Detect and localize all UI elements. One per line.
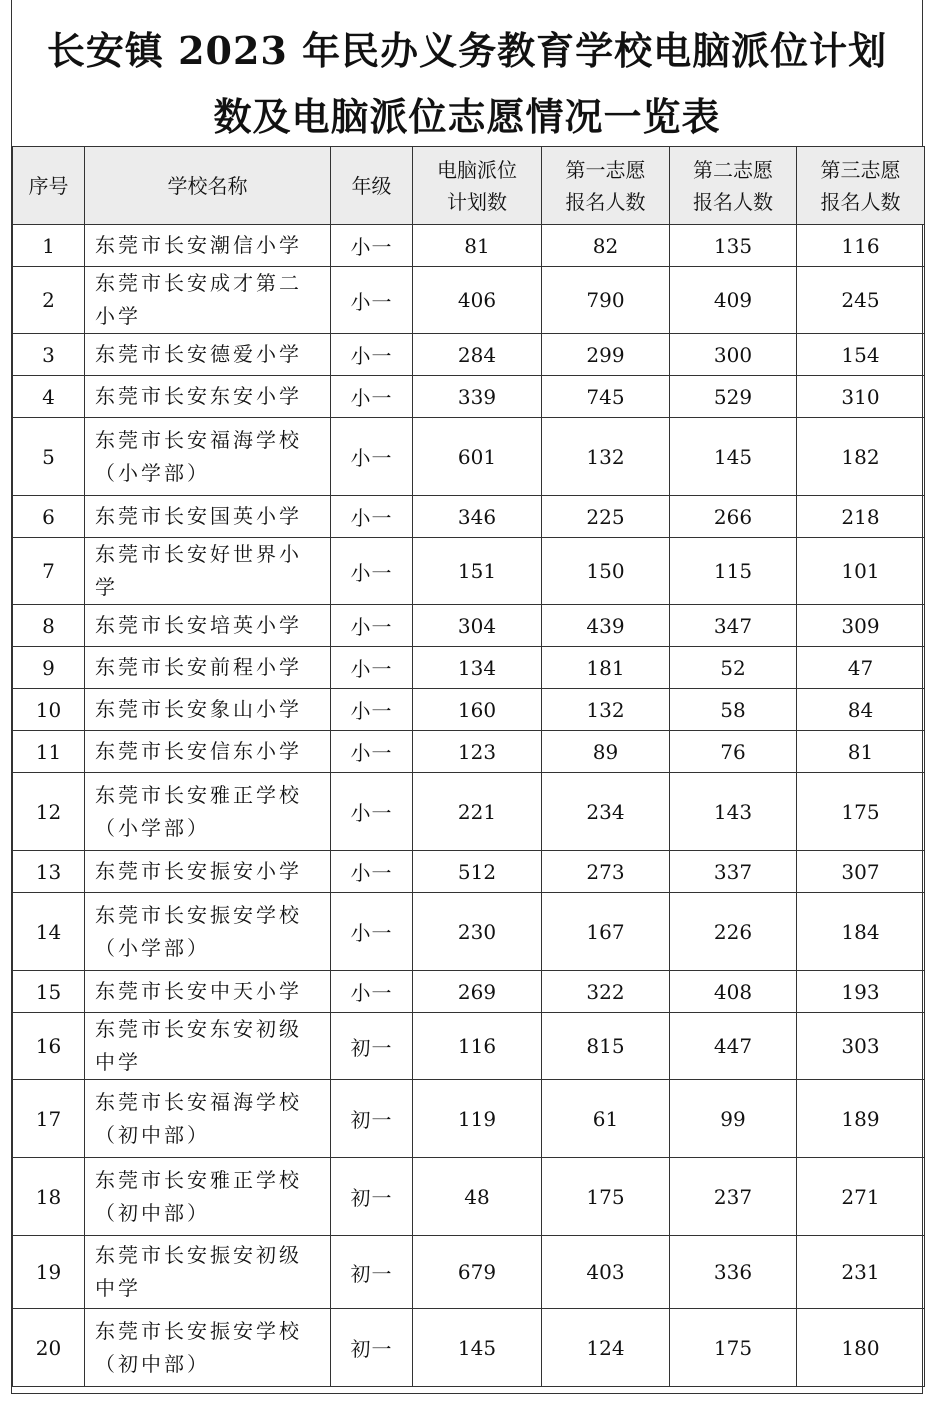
- table-row: [13, 334, 925, 376]
- grade-cell: 初一: [331, 1158, 413, 1236]
- first-choice-cell: 790: [542, 267, 670, 334]
- grade-cell: 小一: [331, 647, 413, 689]
- school-name-cell: 东莞市长安信东小学: [85, 731, 331, 773]
- plan-count-cell: 601: [413, 418, 542, 496]
- plan-count-cell: 346: [413, 496, 542, 538]
- second-choice-cell: 175: [670, 1309, 797, 1387]
- plan-count-cell: 284: [413, 334, 542, 376]
- grade-cell: 小一: [331, 267, 413, 334]
- second-choice-cell: 226: [670, 893, 797, 971]
- header-plan-line1: 电脑派位: [437, 157, 517, 182]
- third-choice-cell: 180: [797, 1309, 925, 1387]
- school-name-cell: 东莞市长安福海学校（初中部）: [85, 1080, 331, 1158]
- third-choice-cell: 47: [797, 647, 925, 689]
- school-name-cell: 东莞市长安雅正学校（初中部）: [85, 1158, 331, 1236]
- second-choice-cell: 135: [670, 225, 797, 267]
- second-choice-cell: 99: [670, 1080, 797, 1158]
- header-third-line2: 报名人数: [820, 189, 901, 214]
- header-first-choice: [542, 147, 670, 225]
- second-choice-cell: 336: [670, 1236, 797, 1309]
- grade-cell: 小一: [331, 418, 413, 496]
- header-second-choice: [670, 147, 797, 225]
- table-row: [13, 267, 925, 334]
- plan-count-cell: 304: [413, 605, 542, 647]
- third-choice-cell: 84: [797, 689, 925, 731]
- header-plan: [413, 147, 542, 225]
- first-choice-cell: 124: [542, 1309, 670, 1387]
- row-index-cell: 14: [13, 893, 85, 971]
- grade-cell: 小一: [331, 225, 413, 267]
- table-row: [13, 971, 925, 1013]
- second-choice-cell: 266: [670, 496, 797, 538]
- first-choice-cell: 439: [542, 605, 670, 647]
- row-index-cell: 13: [13, 851, 85, 893]
- second-choice-cell: 58: [670, 689, 797, 731]
- table-row: [13, 773, 925, 851]
- school-name-cell: 东莞市长安振安初级中学: [85, 1236, 331, 1309]
- first-choice-cell: 132: [542, 689, 670, 731]
- school-name-cell: 东莞市长安潮信小学: [85, 225, 331, 267]
- plan-count-cell: 116: [413, 1013, 542, 1080]
- school-name-cell: 东莞市长安东安小学: [85, 376, 331, 418]
- plan-count-cell: 48: [413, 1158, 542, 1236]
- header-second-line1: 第二志愿: [693, 157, 773, 182]
- row-index-cell: 20: [13, 1309, 85, 1387]
- grade-cell: 小一: [331, 605, 413, 647]
- table-body: [13, 225, 925, 1387]
- table-row: [13, 647, 925, 689]
- third-choice-cell: 175: [797, 773, 925, 851]
- grade-cell: 小一: [331, 496, 413, 538]
- header-row: [13, 147, 925, 225]
- first-choice-cell: 745: [542, 376, 670, 418]
- grade-cell: 小一: [331, 538, 413, 605]
- table-row: [13, 225, 925, 267]
- table-row: [13, 1309, 925, 1387]
- second-choice-cell: 447: [670, 1013, 797, 1080]
- first-choice-cell: 175: [542, 1158, 670, 1236]
- row-index-cell: 8: [13, 605, 85, 647]
- grade-cell: 小一: [331, 971, 413, 1013]
- second-choice-cell: 145: [670, 418, 797, 496]
- second-choice-cell: 143: [670, 773, 797, 851]
- title-line-2: 数及电脑派位志愿情况一览表: [213, 94, 721, 139]
- third-choice-cell: 303: [797, 1013, 925, 1080]
- second-choice-cell: 76: [670, 731, 797, 773]
- row-index-cell: 2: [13, 267, 85, 334]
- grade-cell: 小一: [331, 689, 413, 731]
- plan-count-cell: 679: [413, 1236, 542, 1309]
- table-row: [13, 538, 925, 605]
- plan-count-cell: 119: [413, 1080, 542, 1158]
- grade-cell: 初一: [331, 1236, 413, 1309]
- plan-count-cell: 406: [413, 267, 542, 334]
- school-name-cell: 东莞市长安振安学校（小学部）: [85, 893, 331, 971]
- third-choice-cell: 184: [797, 893, 925, 971]
- school-name-cell: 东莞市长安国英小学: [85, 496, 331, 538]
- first-choice-cell: 815: [542, 1013, 670, 1080]
- second-choice-cell: 337: [670, 851, 797, 893]
- row-index-cell: 9: [13, 647, 85, 689]
- plan-count-cell: 123: [413, 731, 542, 773]
- third-choice-cell: 154: [797, 334, 925, 376]
- grade-cell: 初一: [331, 1309, 413, 1387]
- second-choice-cell: 529: [670, 376, 797, 418]
- third-choice-cell: 182: [797, 418, 925, 496]
- second-choice-cell: 300: [670, 334, 797, 376]
- title-line-1: 长安镇 2023 年民办义务教育学校电脑派位计划: [46, 28, 888, 73]
- grade-cell: 小一: [331, 334, 413, 376]
- second-choice-cell: 408: [670, 971, 797, 1013]
- third-choice-cell: 307: [797, 851, 925, 893]
- first-choice-cell: 322: [542, 971, 670, 1013]
- first-choice-cell: 225: [542, 496, 670, 538]
- third-choice-cell: 231: [797, 1236, 925, 1309]
- second-choice-cell: 347: [670, 605, 797, 647]
- school-name-cell: 东莞市长安成才第二小学: [85, 267, 331, 334]
- third-choice-cell: 218: [797, 496, 925, 538]
- plan-count-cell: 221: [413, 773, 542, 851]
- third-choice-cell: 116: [797, 225, 925, 267]
- header-index: 序号: [13, 147, 85, 225]
- table-row: [13, 893, 925, 971]
- third-choice-cell: 193: [797, 971, 925, 1013]
- school-name-cell: 东莞市长安前程小学: [85, 647, 331, 689]
- school-name-cell: 东莞市长安振安小学: [85, 851, 331, 893]
- row-index-cell: 19: [13, 1236, 85, 1309]
- table-row: [13, 1080, 925, 1158]
- row-index-cell: 12: [13, 773, 85, 851]
- row-index-cell: 3: [13, 334, 85, 376]
- first-choice-cell: 234: [542, 773, 670, 851]
- grade-cell: 小一: [331, 893, 413, 971]
- row-index-cell: 5: [13, 418, 85, 496]
- first-choice-cell: 82: [542, 225, 670, 267]
- header-third-line1: 第三志愿: [820, 157, 901, 182]
- first-choice-cell: 150: [542, 538, 670, 605]
- third-choice-cell: 310: [797, 376, 925, 418]
- header-school: 学校名称: [85, 147, 331, 225]
- row-index-cell: 6: [13, 496, 85, 538]
- document-sheet: [11, 0, 923, 1394]
- plan-count-cell: 512: [413, 851, 542, 893]
- row-index-cell: 18: [13, 1158, 85, 1236]
- plan-count-cell: 160: [413, 689, 542, 731]
- row-index-cell: 10: [13, 689, 85, 731]
- third-choice-cell: 245: [797, 267, 925, 334]
- grade-cell: 初一: [331, 1013, 413, 1080]
- third-choice-cell: 101: [797, 538, 925, 605]
- header-grade: 年级: [331, 147, 413, 225]
- first-choice-cell: 299: [542, 334, 670, 376]
- plan-count-cell: 269: [413, 971, 542, 1013]
- grade-cell: 小一: [331, 376, 413, 418]
- row-index-cell: 16: [13, 1013, 85, 1080]
- row-index-cell: 1: [13, 225, 85, 267]
- header-first-line2: 报名人数: [565, 189, 646, 214]
- table-row: [13, 1158, 925, 1236]
- plan-count-cell: 145: [413, 1309, 542, 1387]
- school-name-cell: 东莞市长安象山小学: [85, 689, 331, 731]
- table-row: [13, 731, 925, 773]
- school-name-cell: 东莞市长安振安学校（初中部）: [85, 1309, 331, 1387]
- plan-count-cell: 230: [413, 893, 542, 971]
- second-choice-cell: 237: [670, 1158, 797, 1236]
- school-name-cell: 东莞市长安中天小学: [85, 971, 331, 1013]
- first-choice-cell: 181: [542, 647, 670, 689]
- first-choice-cell: 61: [542, 1080, 670, 1158]
- school-name-cell: 东莞市长安东安初级中学: [85, 1013, 331, 1080]
- first-choice-cell: 89: [542, 731, 670, 773]
- plan-count-cell: 134: [413, 647, 542, 689]
- header-third-choice: [797, 147, 925, 225]
- plan-count-cell: 339: [413, 376, 542, 418]
- school-name-cell: 东莞市长安雅正学校（小学部）: [85, 773, 331, 851]
- plan-count-cell: 81: [413, 225, 542, 267]
- row-index-cell: 15: [13, 971, 85, 1013]
- second-choice-cell: 52: [670, 647, 797, 689]
- first-choice-cell: 273: [542, 851, 670, 893]
- table-row: [13, 418, 925, 496]
- plan-count-cell: 151: [413, 538, 542, 605]
- table-row: [13, 1013, 925, 1080]
- table-row: [13, 376, 925, 418]
- grade-cell: 初一: [331, 1080, 413, 1158]
- row-index-cell: 11: [13, 731, 85, 773]
- school-name-cell: 东莞市长安德爱小学: [85, 334, 331, 376]
- table-row: [13, 689, 925, 731]
- document-title: [12, 0, 922, 146]
- first-choice-cell: 132: [542, 418, 670, 496]
- allocation-table: [12, 146, 925, 1387]
- header-first-line1: 第一志愿: [565, 157, 646, 182]
- second-choice-cell: 409: [670, 267, 797, 334]
- school-name-cell: 东莞市长安培英小学: [85, 605, 331, 647]
- third-choice-cell: 271: [797, 1158, 925, 1236]
- header-second-line2: 报名人数: [693, 189, 773, 214]
- table-row: [13, 496, 925, 538]
- grade-cell: 小一: [331, 851, 413, 893]
- third-choice-cell: 189: [797, 1080, 925, 1158]
- table-row: [13, 605, 925, 647]
- third-choice-cell: 81: [797, 731, 925, 773]
- second-choice-cell: 115: [670, 538, 797, 605]
- third-choice-cell: 309: [797, 605, 925, 647]
- row-index-cell: 4: [13, 376, 85, 418]
- school-name-cell: 东莞市长安福海学校（小学部）: [85, 418, 331, 496]
- row-index-cell: 17: [13, 1080, 85, 1158]
- table-row: [13, 1236, 925, 1309]
- grade-cell: 小一: [331, 773, 413, 851]
- header-plan-line2: 计划数: [447, 189, 507, 214]
- table-row: [13, 851, 925, 893]
- grade-cell: 小一: [331, 731, 413, 773]
- first-choice-cell: 167: [542, 893, 670, 971]
- row-index-cell: 7: [13, 538, 85, 605]
- first-choice-cell: 403: [542, 1236, 670, 1309]
- school-name-cell: 东莞市长安好世界小学: [85, 538, 331, 605]
